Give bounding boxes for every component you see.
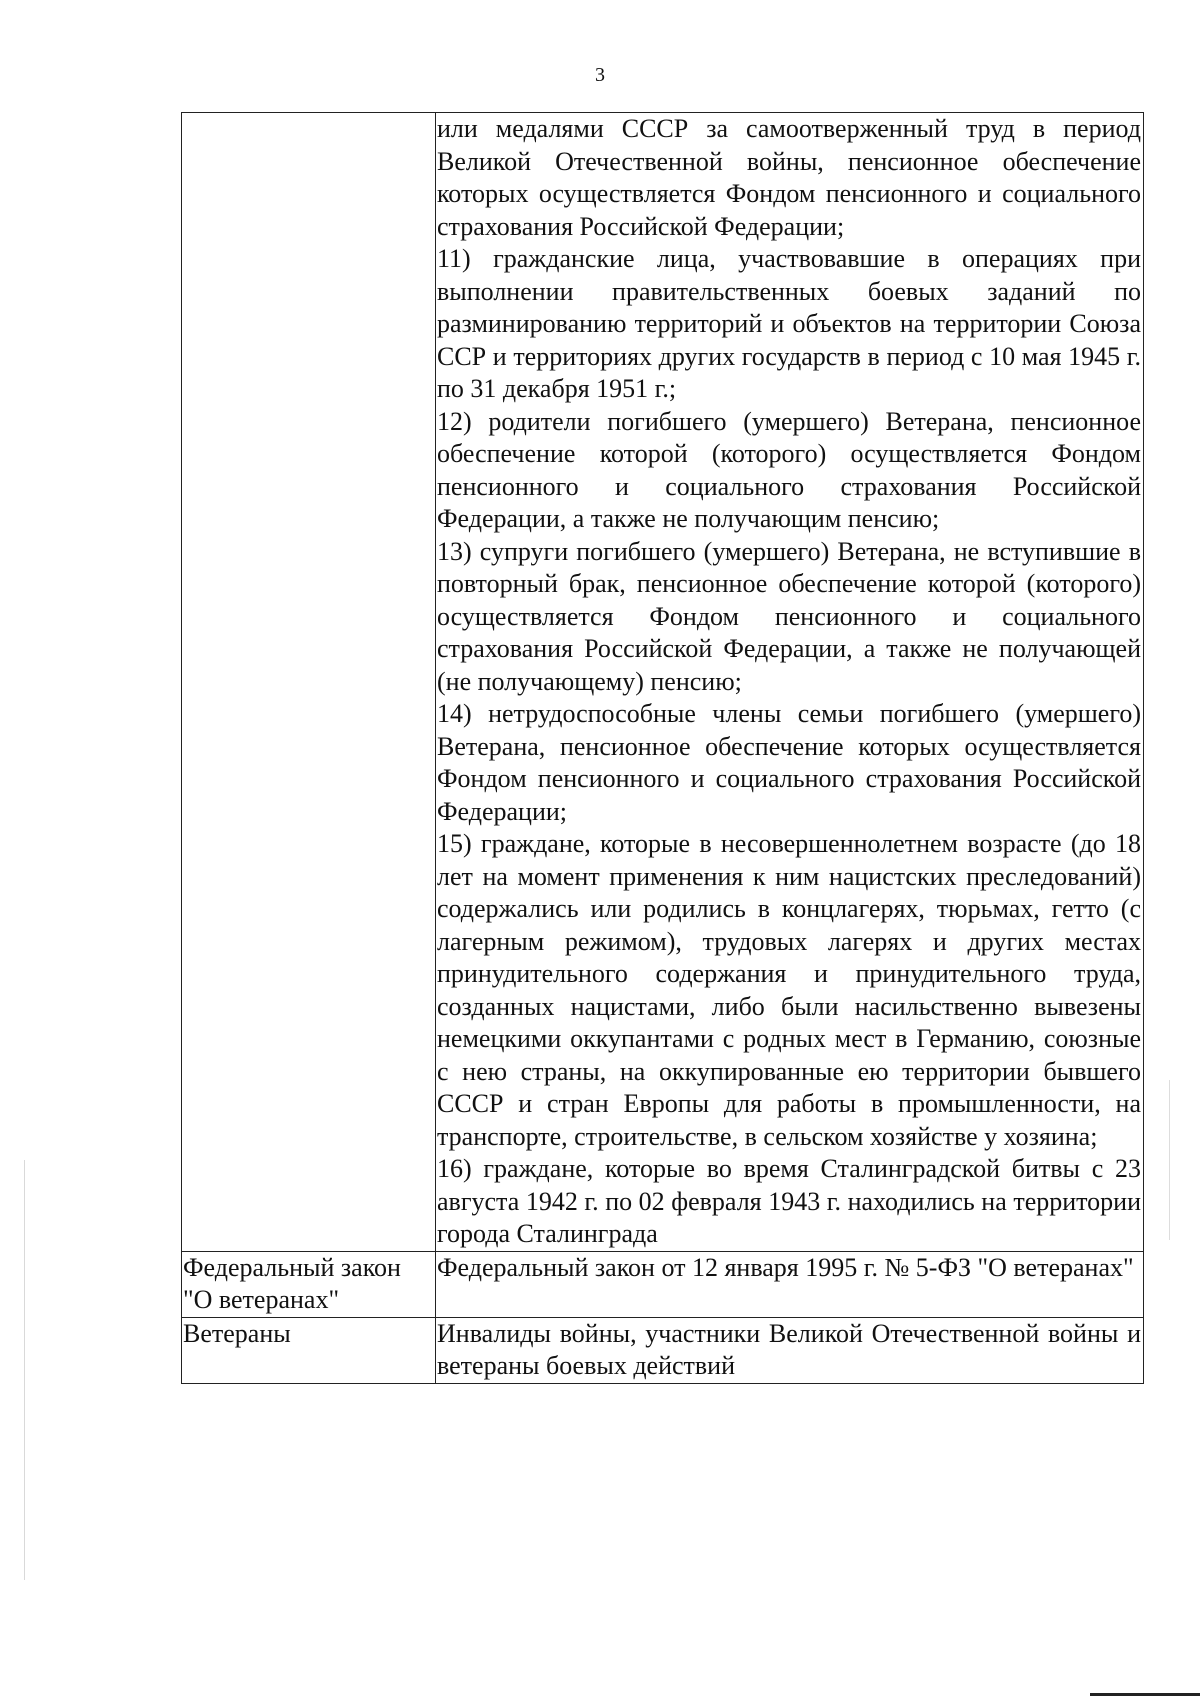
definition-paragraph: Федеральный закон от 12 января 1995 г. № 5-ФЗ "О ветеранах"	[437, 1252, 1134, 1282]
definition-paragraph: 13) супруги погибшего (умершего) Ветерана, не вступившие в повторный брак, пенсионное обеспечение которой (которого) осуществляется Фондом пенсионного и социального страхования Российской Федерации, а также не получающей (не получающему) пенсию;	[437, 536, 1141, 696]
scan-artifact-line	[24, 1160, 25, 1580]
definition-paragraph: Инвалиды войны, участники Великой Отечественной войны и ветераны боевых действий	[437, 1318, 1141, 1380]
definition-paragraph: 14) нетрудоспособные члены семьи погибшего (умершего) Ветерана, пенсионное обеспечение которых осуществляется Фондом пенсионного и социального страхования Российской Федерации;	[437, 699, 1141, 826]
scan-artifact-line	[1169, 1080, 1170, 1240]
definition-paragraph: или медалями СССР за самоотверженный труд в период Великой Отечественной войны, пенсионное обеспечение которых осуществляется Фондом пенсионного и социального страхования Российской Федерации;	[437, 114, 1141, 241]
definition-cell	[436, 113, 1144, 1252]
definition-paragraph: 12) родители погибшего (умершего) Ветерана, пенсионное обеспечение которой (которого) осуществляется Фондом пенсионного и социального страхования Российской Федерации, а также не получающим пенсию;	[437, 406, 1141, 533]
definition-paragraph: 16) граждане, которые во время Сталинградской битвы с 23 августа 1942 г. по 02 февраля 1943 г. находились на территории города Сталинграда	[437, 1154, 1141, 1248]
term-cell	[182, 113, 436, 1252]
table-row	[182, 1317, 1144, 1383]
table-row	[182, 1251, 1144, 1317]
definition-cell	[436, 1317, 1144, 1383]
definitions-table	[181, 112, 1144, 1384]
definition-paragraph: 15) граждане, которые в несовершеннолетнем возрасте (до 18 лет на момент применения к ним нацистских преследований) содержались или родились в концлагерях, тюрьмах, гетто (с лагерным режимом), трудовых лагерях и других местах принудительного содержания и принудительного труда, созданных нацистами, либо были насильственно вывезены немецкими оккупантами с родных мест в Германию, союзные с нею страны, на оккупированные ею территории бывшего СССР и стран Европы для работы в промышленности, на транспорте, строительстве, в сельском хозяйстве у хозяина;	[437, 829, 1141, 1151]
page-number: 3	[595, 64, 605, 86]
table-row	[182, 113, 1144, 1252]
term-cell: Ветераны	[182, 1317, 436, 1383]
definition-paragraph: 11) гражданские лица, участвовавшие в операциях при выполнении правительственных боевых заданий по разминированию территорий и объектов на территории Союза ССР и территориях других государств в период с 10 мая 1945 г. по 31 декабря 1951 г.;	[437, 244, 1141, 403]
definition-cell	[436, 1251, 1144, 1317]
term-cell: Федеральный закон "О ветеранах"	[182, 1251, 436, 1317]
